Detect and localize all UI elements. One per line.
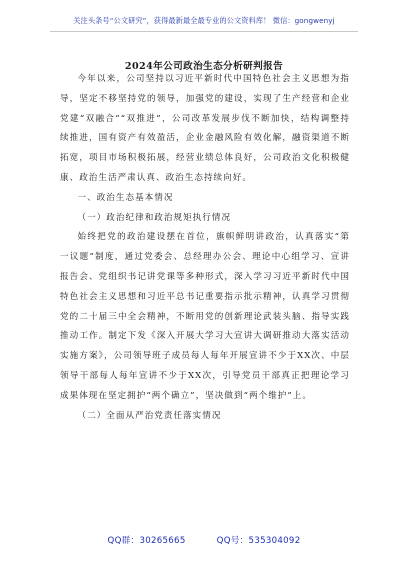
footer-contact — [0, 534, 408, 546]
document-body — [60, 70, 350, 426]
body-paragraph-1: 始终把党的政治建设摆在首位，旗帜鲜明讲政治，认真落实“第一议题”制度，通过党委会、总经理办公会、理论中心组学习、宣讲报告会、党组织书记讲党课等多种形式，深入学习习近平新时代中国特色社会主义思想和习近平总书记重要指示批示精神，认真学习贯彻党的二十届三中全会精神，不断用党的创新理论武装头脑、指导实践推动工作。制定下发《深入开展大学习大宣讲大调研推动大落实活动实施方案》，公司领导班子成员每人每年开展宣讲不少于XX次、中层领导干部每人每年宣讲不少于XX次，引导党员干部真正把理论学习成果体现在坚定拥护“两个确立”，坚决做到“两个维护”上。 — [60, 232, 350, 401]
footer-qq-number: QQ号：535304092 — [216, 536, 301, 546]
header-divider — [50, 31, 358, 32]
subsection-heading-2: （二）全面从严治党责任落实情况 — [77, 410, 222, 421]
header-note: 关注头条号“公文研究”，获得最新最全最专业的公文资料库！ 微信：gongwenyj — [73, 16, 335, 25]
document-title: 2024年公司政治生态分析研判报告 — [124, 61, 284, 72]
section-heading-1: 一、政治生态基本情况 — [77, 192, 174, 203]
intro-paragraph: 今年以来，公司坚持以习近平新时代中国特色社会主义思想为指导，坚定不移坚持党的领导，加强党的建设，实现了生产经营和企业党建“双融合”“双推进”，公司改革发展步伐不断加快，结构调整持续推进，国有资产有效盈活，企业金融风险有效化解，融资渠道不断拓宽，项目市场积极拓展，经营业绩总体良好，公司政治文化积极健康、政治生活严肃认真、政治生态持续向好。 — [60, 74, 350, 183]
footer-qq-group: QQ群：30265665 — [107, 536, 186, 546]
subsection-heading-1: （一）政治纪律和政治规矩执行情况 — [77, 212, 232, 223]
